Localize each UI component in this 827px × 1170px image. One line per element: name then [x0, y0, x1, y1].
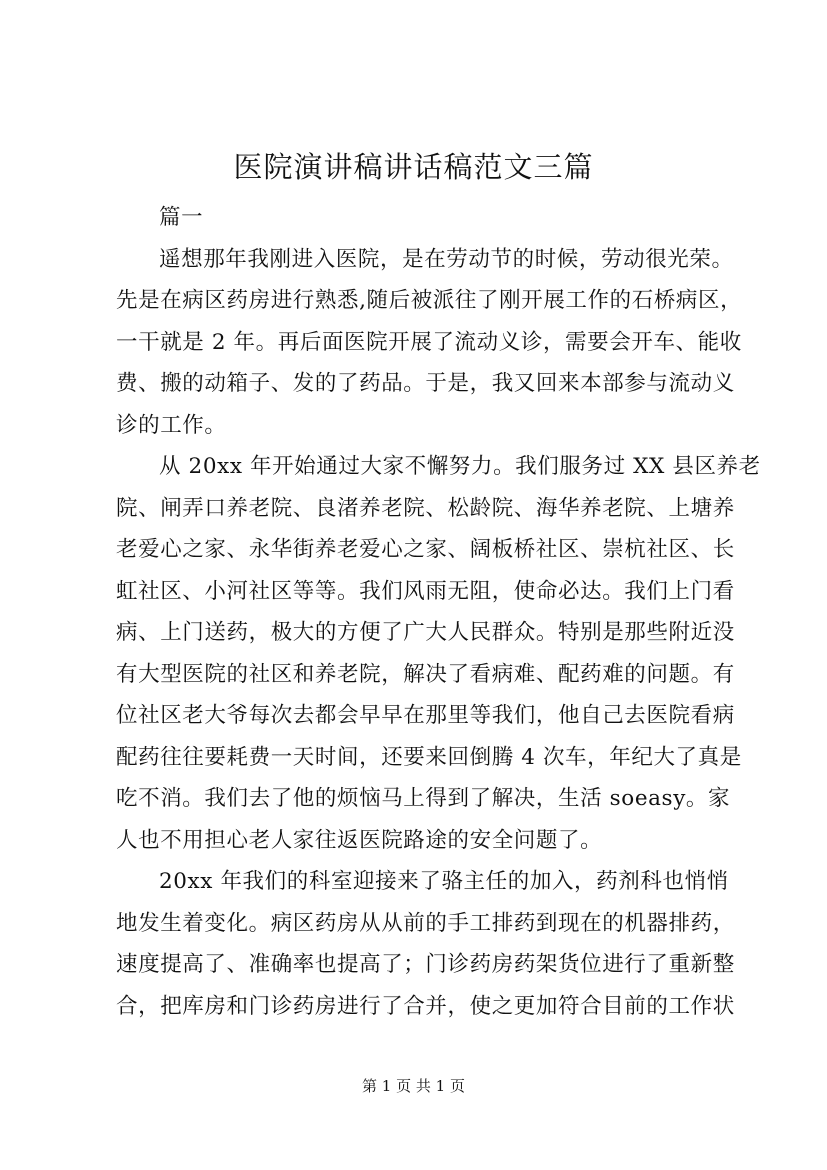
paragraph-line: 有大型医院的社区和养老院，解决了看病难、配药难的问题。有 [116, 661, 735, 687]
paragraph-line: 地发生着变化。病区药房从从前的手工排药到现在的机器排药， [116, 910, 735, 936]
paragraph-line: 一干就是 2 年。再后面医院开展了流动义诊，需要会开车、能收 [116, 329, 742, 355]
paragraph-line: 20xx 年我们的科室迎接来了骆主任的加入，药剂科也悄悄 [159, 869, 729, 894]
paragraph-line: 院、闸弄口养老院、良渚养老院、松龄院、海华养老院、上塘养 [116, 495, 735, 521]
paragraph-line: 先是在病区药房进行熟悉,随后被派往了刚开展工作的石桥病区， [116, 288, 743, 313]
paragraph-line: 诊的工作。 [116, 412, 227, 438]
paragraph-line: 配药往往要耗费一天时间，还要来回倒腾 4 次车，年纪大了真是 [116, 744, 742, 770]
paragraph-line: 病、上门送药，极大的方便了广大人民群众。特别是那些附近没 [116, 620, 735, 645]
paragraph-line: 遥想那年我刚进入医院，是在劳动节的时候，劳动很光荣。 [159, 246, 734, 272]
section-heading: 篇一 [159, 205, 204, 230]
paragraph-line: 虹社区、小河社区等等。我们风雨无阻，使命必达。我们上门看 [116, 578, 735, 604]
paragraph-line: 合，把库房和门诊药房进行了合并，使之更加符合目前的工作状 [116, 993, 735, 1019]
paragraph-line: 从 20xx 年开始通过大家不懈努力。我们服务过 XX 县区养老 [159, 454, 761, 479]
document-body [116, 197, 761, 1027]
page-number-footer: 第 1 页 共 1 页 [362, 1077, 465, 1095]
paragraph-line: 速度提高了、准确率也提高了；门诊药房药架货位进行了重新整 [116, 952, 735, 977]
document-title: 医院演讲稿讲话稿范文三篇 [233, 150, 594, 184]
paragraph-line: 人也不用担心老人家往返医院路途的安全问题了。 [116, 827, 603, 853]
paragraph-line: 位社区老大爷每次去都会早早在那里等我们，他自己去医院看病 [116, 703, 735, 728]
paragraph-line: 老爱心之家、永华街养老爱心之家、阔板桥社区、崇杭社区、长 [116, 537, 735, 562]
paragraph-line: 吃不消。我们去了他的烦恼马上得到了解决，生活 soeasy。家 [116, 786, 731, 811]
paragraph-line: 费、搬的动箱子、发的了药品。于是，我又回来本部参与流动义 [116, 371, 735, 396]
